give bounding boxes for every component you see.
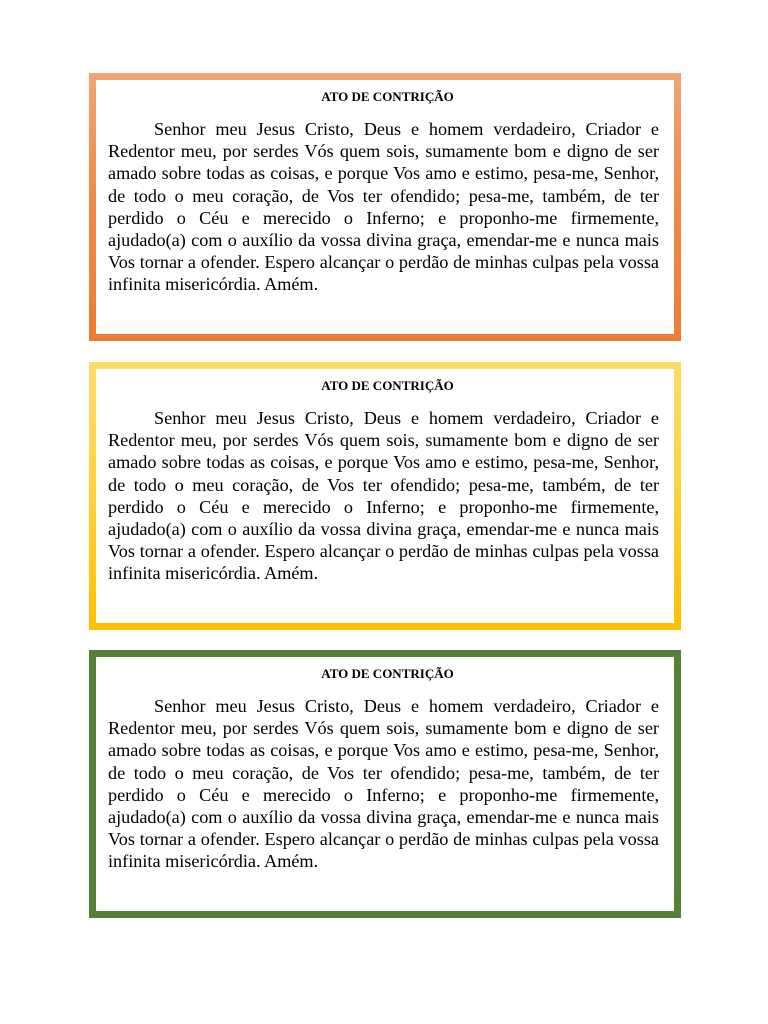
prayer-card-green: [89, 650, 681, 918]
prayer-card-orange: [89, 73, 681, 341]
prayer-card-content: [96, 657, 674, 911]
prayer-card-yellow: [89, 362, 681, 630]
prayer-card-content: [96, 80, 674, 334]
prayer-card-text: Senhor meu Jesus Cristo, Deus e homem verdadeiro, Criador e Redentor meu, por serdes Vós quem sois, sumamente bom e digno de ser amado sobre todas as coisas, e porque Vos amo e estimo, pesa-me, Senhor, de todo o meu coração, de Vos ter ofendido; pesa-me, também, de ter perdido o Céu e merecido o Inferno; e proponho-me firmemente, ajudado(a) com o auxílio da vossa divina graça, emendar-me e nunca mais Vos tornar a ofender. Espero alcançar o perdão de minhas culpas pela vossa infinita misericórdia. Amém.: [108, 696, 659, 872]
prayer-card-title: ATO DE CONTRIÇÃO: [321, 378, 454, 393]
prayer-card-text: Senhor meu Jesus Cristo, Deus e homem verdadeiro, Criador e Redentor meu, por serdes Vós quem sois, sumamente bom e digno de ser amado sobre todas as coisas, e porque Vos amo e estimo, pesa-me, Senhor, de todo o meu coração, de Vos ter ofendido; pesa-me, também, de ter perdido o Céu e merecido o Inferno; e proponho-me firmemente, ajudado(a) com o auxílio da vossa divina graça, emendar-me e nunca mais Vos tornar a ofender. Espero alcançar o perdão de minhas culpas pela vossa infinita misericórdia. Amém.: [108, 408, 659, 584]
prayer-card-text: Senhor meu Jesus Cristo, Deus e homem verdadeiro, Criador e Redentor meu, por serdes Vós quem sois, sumamente bom e digno de ser amado sobre todas as coisas, e porque Vos amo e estimo, pesa-me, Senhor, de todo o meu coração, de Vos ter ofendido; pesa-me, também, de ter perdido o Céu e merecido o Inferno; e proponho-me firmemente, ajudado(a) com o auxílio da vossa divina graça, emendar-me e nunca mais Vos tornar a ofender. Espero alcançar o perdão de minhas culpas pela vossa infinita misericórdia. Amém.: [108, 119, 659, 295]
prayer-card-title: ATO DE CONTRIÇÃO: [321, 666, 454, 681]
prayer-card-title: ATO DE CONTRIÇÃO: [321, 89, 454, 104]
prayer-card-content: [96, 369, 674, 623]
